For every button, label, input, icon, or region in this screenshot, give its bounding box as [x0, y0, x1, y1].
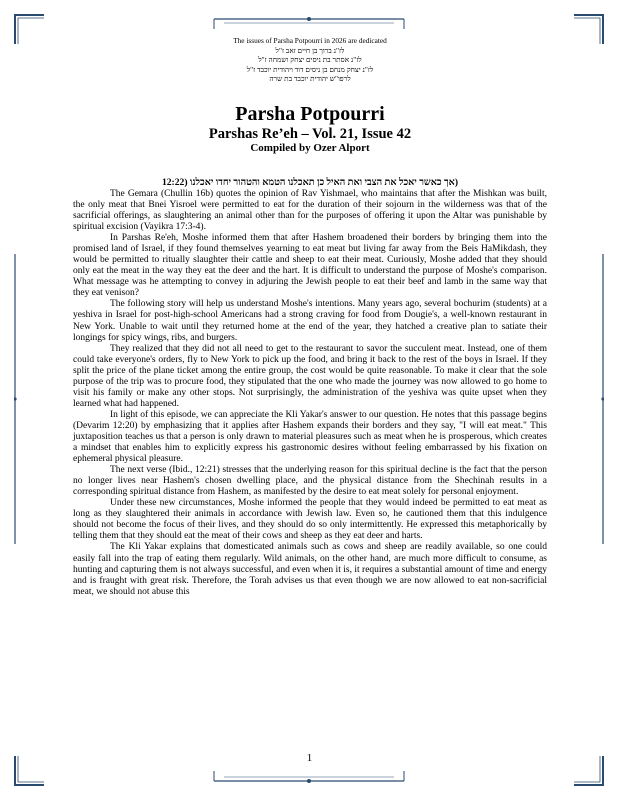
dedication-line: לז"נ יצחק מנחם בן ניסים דוד ויהודית יוכבד ז"ל [246, 64, 374, 74]
article-body [73, 189, 547, 598]
paragraph: Under these new circumstances, Moshe informed the people that they would indeed be permitted to eat meat as long as they slaughtered their animals in accordance with Jewish law. Even so, he cautioned them that this indulgence should not become the focus of their lives, and they should do so only intermittently. He expressed this metaphorically by telling them that they should eat the meat of their cows and sheep as they eat deer and harts. [73, 498, 547, 542]
paragraph: In Parshas Re'eh, Moshe informed them that after Hashem broadened their borders by bringing them into the promised land of Israel, if they found themselves yearning to eat meat but living far away from the Beis HaMikdash, they would be permitted to ritually slaughter their cattle and sheep to eat their meat. Curiously, Moshe added that they should only eat the meat in the way they eat the deer and the hart. It is difficult to understand the purpose of Moshe's comparison. What message was he attempting to convey in adjuring the Jewish people to eat their beef and lamb in the same way that they eat venison? [73, 233, 547, 299]
newsletter-page [73, 36, 547, 598]
paragraph: They realized that they did not all need to get to the restaurant to savor the succulent meat. Instead, one of them could take everyone's orders, fly to New York to pick up the food, and bring it back to the rest of the boys in Israel. If they split the price of the plane ticket among the entire group, the cost would be quite reasonable. To make it clear that the sole purpose of the trip was to procure food, they stipulated that the one who made the journey was now allowed to go home to visit his family or make any other stops. Not surprisingly, the administration of the yeshiva was quite upset when they learned what had happened. [73, 343, 547, 409]
dedication-line: לרפו"ש יהודית יוכבד בת שרה [269, 74, 351, 84]
compiler-credit: Compiled by Ozer Alport [250, 141, 370, 154]
page-number: 1 [306, 752, 313, 764]
dedication-line: The issues of Parsha Potpourri in 2026 are dedicated [233, 36, 387, 45]
issue-subtitle: Parshas Re’eh – Vol. 21, Issue 42 [208, 125, 412, 142]
paragraph: The following story will help us understand Moshe's intentions. Many years ago, several bochurim (students) at a yeshiva in Israel for post-high-school Americans had a strong craving for food from Dougie's, a well-known restaurant in New York. Unable to wait until they returned home at the end of the year, they hatched a creative plan to satiate their longings for spicy wings, ribs, and burgers. [73, 299, 547, 343]
dedication-line: לז"נ ברוך בן חיים זאב ז"ל [275, 45, 345, 55]
dedication-block [73, 36, 547, 84]
page-title: Parsha Potpourri [235, 102, 385, 125]
paragraph: The Kli Yakar explains that domesticated animals such as cows and sheep are readily available, so one could easily fall into the trap of eating them regularly. Wild animals, on the other hand, are much more difficult to consume, as hunting and capturing them is not always successful, and even when it is, it requires a substantial amount of time and energy and is fraught with great risk. Therefore, the Torah advises us that even though we are now allowed to eat non-sacrificial meat, we should not abuse this [73, 542, 547, 597]
paragraph: The next verse (Ibid., 12:21) stresses that the underlying reason for this spiritual decline is the fact that the person no longer lives near Hashem's chosen dwelling place, and the physical distance from the Shechinah results in a corresponding spiritual distance from Hashem, as manifested by the desire to eat meat solely for personal enjoyment. [73, 465, 547, 498]
verse-heading: (אך כאשר יאכל את הצבי ואת האיל כן תאכלנו הטמא והטהור יחדו יאכלנו (12:22 [161, 176, 459, 188]
paragraph: In light of this episode, we can appreciate the Kli Yakar's answer to our question. He notes that this passage begins (Devarim 12:20) by emphasizing that it applies after Hashem expands their borders and they say, "I will eat meat." This juxtaposition teaches us that a person is only drawn to material pleasures such as meat when he is prosperous, which creates a mindset that enables him to explicitly express his gastronomic desires without feeling embarrassed by his fixation on ephemeral physical pleasure. [73, 409, 547, 465]
paragraph: The Gemara (Chullin 16b) quotes the opinion of Rav Yishmael, who maintains that after the Mishkan was built, the only meat that Bnei Yisroel were permitted to eat for the duration of their sojourn in the wilderness was that of the sacrificial offerings, as slaughtering an animal other than for the purposes of offering it upon the Altar was punishable by spiritual excision (Vayikra 17:3-4). [73, 188, 547, 233]
dedication-line: לז"נ אסתר בת ניסים יצחק ושמחה ז"ל [258, 55, 362, 65]
